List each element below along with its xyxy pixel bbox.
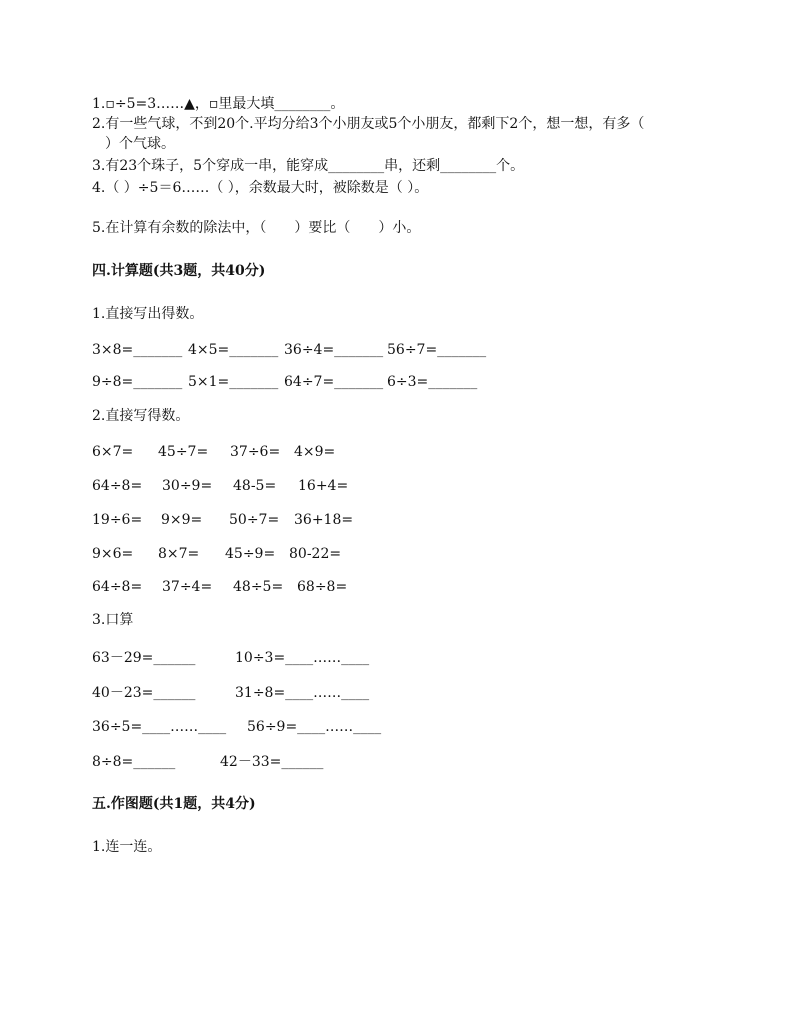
equation: 56÷7=_______ — [387, 342, 487, 358]
equation: 9×6= — [92, 546, 134, 562]
equation: 8×7= — [158, 546, 200, 562]
equation: 80-22= — [289, 546, 342, 562]
question-2-line-2: ）个气球。 — [105, 136, 175, 152]
equation: 68÷8= — [297, 579, 348, 595]
equation: 42－33=______ — [220, 754, 324, 770]
equation: 6×7= — [92, 444, 134, 460]
question-5: 5.在计算有余数的除法中，（ ）要比（ ）小。 — [92, 220, 421, 236]
question-3: 3.有23个珠子，5个穿成一串，能穿成________串，还剩________个。 — [92, 158, 525, 174]
problem-2-row — [92, 511, 392, 529]
equation: 16+4= — [298, 478, 349, 494]
problem-2-row — [92, 443, 392, 461]
question-2-line-1: 2.有一些气球，不到20个.平均分给3个小朋友或5个小朋友，都剩下2个，想一想，有多（ — [92, 116, 645, 132]
equation: 3×8=_______ — [92, 342, 183, 358]
equation: 31÷8=____……____ — [235, 685, 370, 701]
problem-3-row — [92, 753, 392, 771]
section-5-title: 五.作图题(共1题，共4分) — [92, 796, 256, 812]
equation: 5×1=_______ — [188, 374, 279, 390]
equation: 8÷8=______ — [92, 754, 176, 770]
problem-3-row — [92, 684, 392, 702]
equation: 48-5= — [233, 478, 277, 494]
equation: 10÷3=____……____ — [235, 650, 370, 666]
problem-3-title: 3.口算 — [92, 612, 134, 628]
problem-2-row — [92, 545, 392, 563]
question-4: 4.（ ）÷5＝6……（ ），余数最大时，被除数是（ ）。 — [92, 180, 429, 196]
equation: 36+18= — [294, 512, 354, 528]
equation: 64÷7=_______ — [284, 374, 384, 390]
problem-1-title: 1.直接写出得数。 — [92, 306, 204, 322]
equation: 63－29=______ — [92, 650, 196, 666]
problem-2-row — [92, 477, 392, 495]
equation: 4×5=_______ — [188, 342, 279, 358]
equation: 56÷9=____……____ — [247, 719, 382, 735]
equation: 48÷5= — [233, 579, 284, 595]
section-5-problem-1-title: 1.连一连。 — [92, 839, 162, 855]
problem-3-row — [92, 718, 392, 736]
equation: 45÷9= — [225, 546, 276, 562]
equation: 9÷8=_______ — [92, 374, 183, 390]
problem-1-row — [92, 373, 512, 391]
equation: 30÷9= — [162, 478, 213, 494]
equation: 36÷4=_______ — [284, 342, 384, 358]
equation: 64÷8= — [92, 579, 143, 595]
problem-2-title: 2.直接写得数。 — [92, 408, 190, 424]
equation: 36÷5=____……____ — [92, 719, 227, 735]
equation: 64÷8= — [92, 478, 143, 494]
equation: 19÷6= — [92, 512, 143, 528]
equation: 45÷7= — [158, 444, 209, 460]
question-1: 1.▫÷5=3……▲，▫里最大填________。 — [92, 96, 345, 112]
problem-1-row — [92, 341, 512, 359]
equation: 37÷4= — [162, 579, 213, 595]
equation: 37÷6= — [230, 444, 281, 460]
section-4-title: 四.计算题(共3题，共40分) — [92, 263, 266, 279]
equation: 40－23=______ — [92, 685, 196, 701]
problem-2-row — [92, 578, 392, 596]
equation: 50÷7= — [229, 512, 280, 528]
equation: 4×9= — [294, 444, 336, 460]
equation: 6÷3=_______ — [387, 374, 478, 390]
problem-3-row — [92, 649, 392, 667]
equation: 9×9= — [161, 512, 203, 528]
